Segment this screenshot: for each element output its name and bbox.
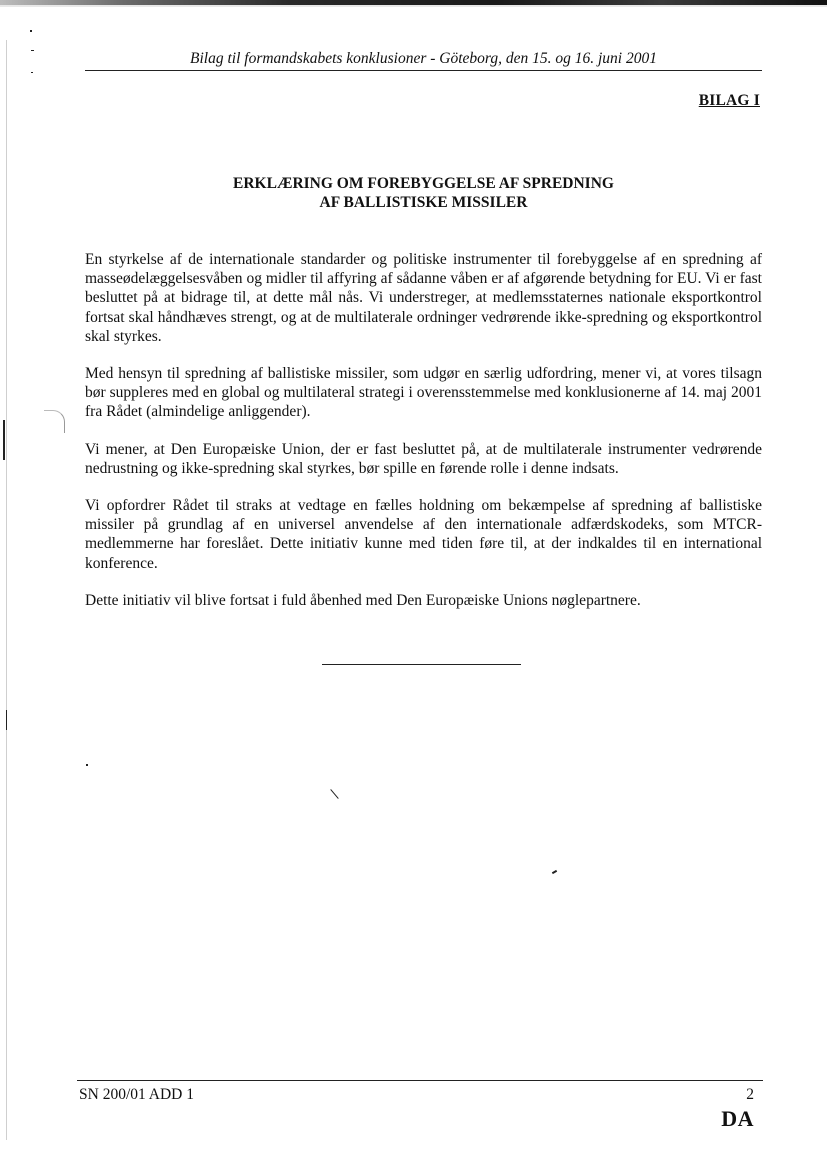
paragraph: Dette initiativ vil blive fortsat i fuld åbenhed med Den Europæiske Unions nøglepartnere. [85, 591, 641, 609]
body-text [85, 250, 762, 628]
language-code: DA [721, 1106, 754, 1131]
scan-speck [30, 30, 32, 32]
title-line-2: AF BALLISTISKE MISSILER [319, 194, 528, 211]
scan-speck [330, 789, 338, 799]
page-number: 2 [746, 1086, 754, 1103]
scan-speck [31, 72, 33, 73]
scan-speck [3, 420, 5, 460]
paragraph: Med hensyn til spredning af ballistiske missiler, som udgør en særlig udfordring, mener vi, at vores tilsagn bør suppleres med en global og multilateral strategi i overensstemmelse med konklusionerne af 14. maj 2001 fra Rådet (almindelige anliggender). [85, 365, 762, 421]
scan-speck [552, 870, 557, 874]
paragraph: Vi opfordrer Rådet til straks at vedtage en fælles holdning om bekæmpelse af spredning af ballistiske missiler på grundlag af en universel anvendelse af den internationale adfærdskodeks, som MTCR-medlemmerne har foreslået. Dette initiativ kunne med tiden føre til, at der indkaldes til en international konference. [85, 497, 762, 572]
scan-speck [31, 50, 34, 51]
title-line-1: ERKLÆRING OM FOREBYGGELSE AF SPREDNING [233, 175, 614, 192]
punch-hole-mark [44, 410, 65, 433]
scan-speck [6, 710, 7, 730]
header-rule [85, 70, 762, 71]
scan-top-shadow [0, 5, 827, 7]
scan-left-edge [6, 40, 7, 1140]
footer-rule [77, 1080, 763, 1081]
running-header: Bilag til formandskabets konklusioner - Göteborg, den 15. og 16. juni 2001 [190, 50, 657, 67]
paragraph: Vi mener, at Den Europæiske Union, der er fast besluttet på, at de multilaterale instrumenter vedrørende nedrustning og ikke-spredning skal styrkes, bør spille en førende rolle i denne indsats. [85, 440, 762, 477]
document-reference: SN 200/01 ADD 1 [79, 1086, 194, 1103]
annex-label: BILAG I [698, 92, 760, 109]
end-of-text-rule [322, 664, 521, 665]
paragraph: En styrkelse af de internationale standarder og politiske instrumenter til forebyggelse af en spredning af masseødelæggelsesvåben og midler til affyring af sådanne våben er af afgørende betydning for EU. Vi er fast besluttet på at bidrage til, at dette mål nås. Vi understreger, at medlemsstaternes nationale eksportkontrol fortsat skal håndhæves strengt, og at de multilaterale ordninger vedrørende ikke-spredning og eksportkontrol skal styrkes. [85, 251, 762, 345]
document-title [85, 174, 762, 212]
scan-speck [86, 764, 88, 766]
